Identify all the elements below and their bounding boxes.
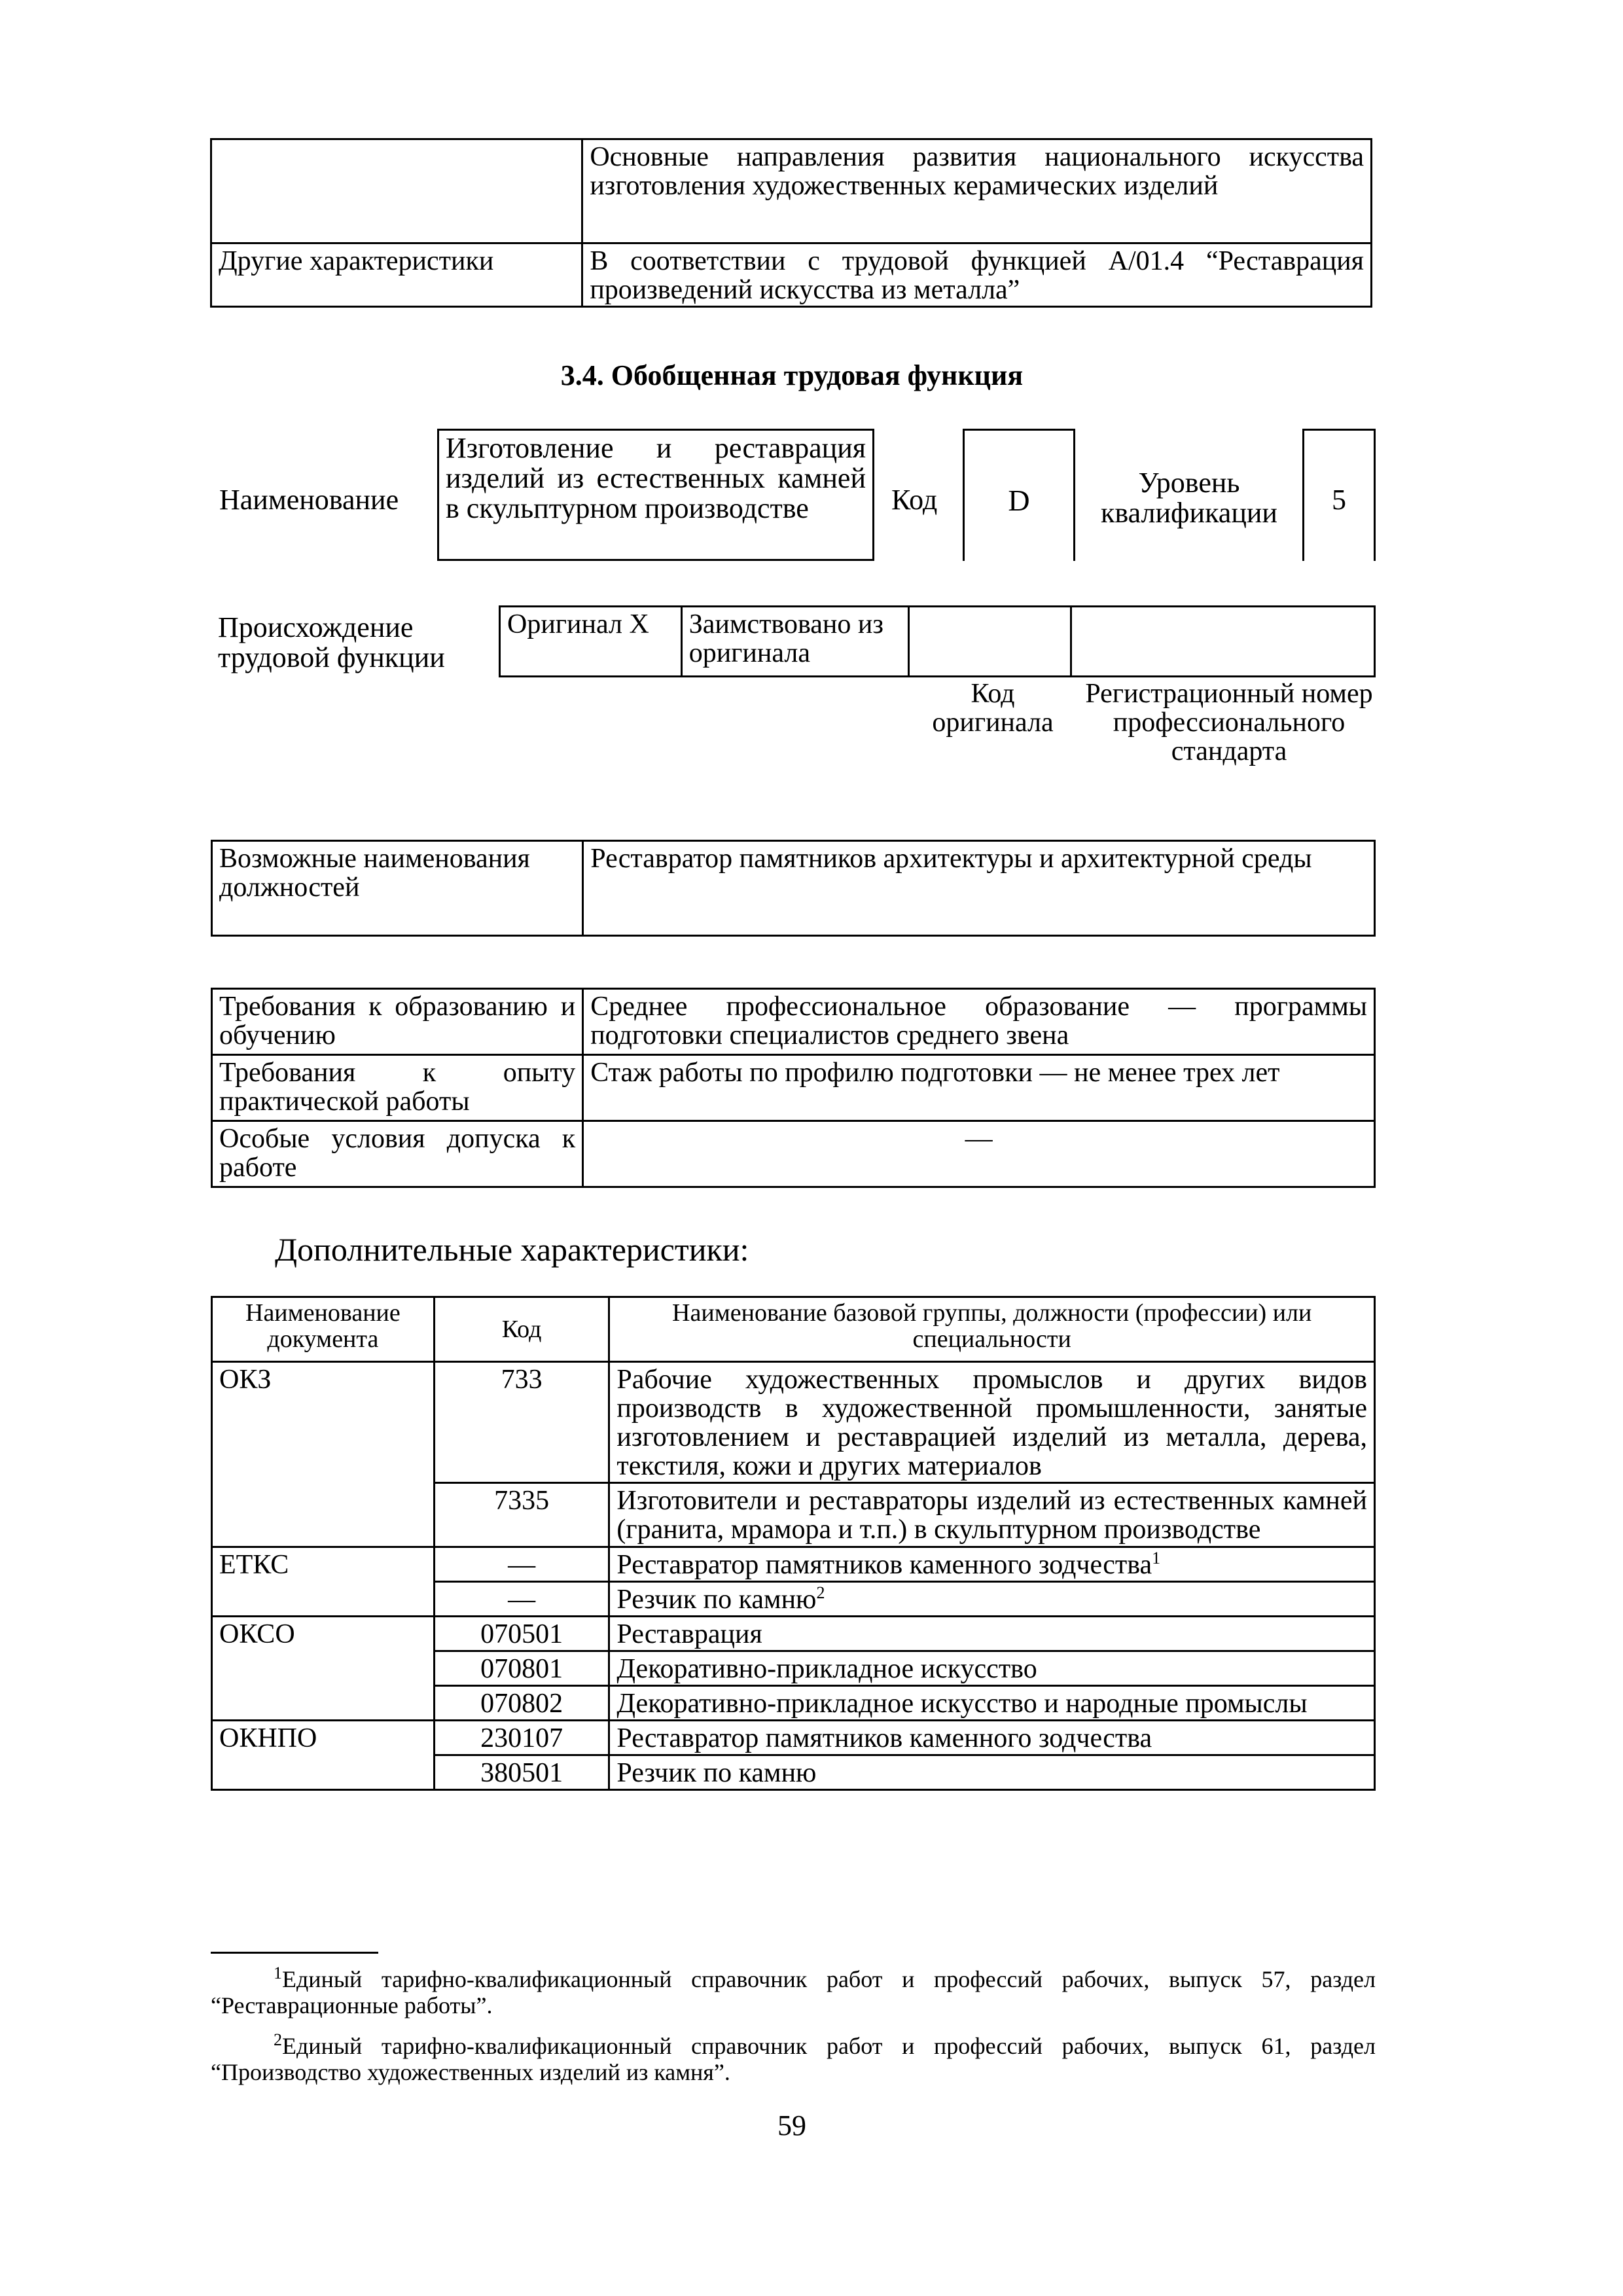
origin-borrowed: Заимствовано из оригинала xyxy=(681,607,909,677)
column-header: Код xyxy=(434,1297,609,1362)
requirements-table xyxy=(211,988,1376,1188)
column-header: Наименование базовой группы, должности (профессии) или специальности xyxy=(609,1297,1375,1362)
name-text: Реставратор памятников каменного зодчества xyxy=(616,1549,1152,1580)
doc-cell: ОКНПО xyxy=(212,1721,435,1790)
table-header-row xyxy=(212,1297,1375,1362)
footnote-text: Единый тарифно-квалификационный справочник работ и профессий рабочих, выпуск 61, раздел “Производство художественных изделий из камня”. xyxy=(211,2033,1376,2085)
footnote-mark: 1 xyxy=(274,1964,282,1982)
requirement-value: — xyxy=(583,1121,1375,1187)
code-cell: 733 xyxy=(434,1362,609,1483)
table-row xyxy=(212,1055,1375,1121)
additional-title: Дополнительные характеристики: xyxy=(275,1231,749,1268)
code-cell: 380501 xyxy=(434,1755,609,1790)
positions-value: Реставратор памятников архитектуры и архитектурной среды xyxy=(583,841,1375,936)
name-cell xyxy=(609,1581,1375,1616)
name-cell: Изготовители и реставраторы изделий из естественных камней (гранита, мрамора и т.п.) в скульптурном производстве xyxy=(609,1483,1375,1547)
doc-cell: ОКЗ xyxy=(212,1362,435,1547)
code-cell: — xyxy=(434,1547,609,1581)
table-row xyxy=(211,243,1372,307)
origin-reg-caption: Регистрационный номер профессионального стандарта xyxy=(1085,679,1373,767)
table-row xyxy=(212,1616,1375,1651)
table-row xyxy=(212,841,1375,936)
table-row xyxy=(212,1721,1375,1755)
table-row xyxy=(212,1121,1375,1187)
name-cell: Декоративно-прикладное искусство и народные промыслы xyxy=(609,1685,1375,1720)
requirement-label: Требования к опыту практической работы xyxy=(212,1055,583,1121)
code-cell: 070801 xyxy=(434,1651,609,1685)
name-cell: Рабочие художественных промыслов и других видов производств в художественной промышленности, занятые изготовлением и реставрацией изделий из металла, дерева, текстиля, кожи и других материалов xyxy=(609,1362,1375,1483)
table-cell: В соответствии с трудовой функцией A/01.4 “Реставрация произведений искусства из металла” xyxy=(582,243,1372,307)
code-label: Код xyxy=(891,484,938,516)
origin-original: Оригинал X xyxy=(500,607,682,677)
additional-table xyxy=(211,1296,1376,1791)
name-label: Наименование xyxy=(219,484,399,516)
page-number: 59 xyxy=(777,2109,806,2142)
footnote-2 xyxy=(211,2030,1376,2085)
doc-cell: ОКСО xyxy=(212,1616,435,1720)
name-value-box xyxy=(437,429,874,561)
code-cell: 070501 xyxy=(434,1616,609,1651)
code-cell: 230107 xyxy=(434,1721,609,1755)
footnote-text: Единый тарифно-квалификационный справочник работ и профессий рабочих, выпуск 57, раздел “Реставрационные работы”. xyxy=(211,1966,1376,2018)
code-cell: 070802 xyxy=(434,1685,609,1720)
table-row xyxy=(212,1547,1375,1581)
top-table xyxy=(210,138,1372,308)
positions-label: Возможные наименования должностей xyxy=(212,841,583,936)
name-text: Резчик по камню xyxy=(616,1584,817,1615)
table-cell: Другие характеристики xyxy=(211,243,582,307)
requirement-label: Особые условия допуска к работе xyxy=(212,1121,583,1187)
origin-table xyxy=(499,605,1376,677)
footnote-separator xyxy=(211,1952,378,1954)
name-cell: Реставратор памятников каменного зодчества xyxy=(609,1721,1375,1755)
name-cell xyxy=(609,1547,1375,1581)
name-cell: Реставрация xyxy=(609,1616,1375,1651)
requirement-label: Требования к образованию и обучению xyxy=(212,989,583,1055)
name-cell: Резчик по камню xyxy=(609,1755,1375,1790)
table-row xyxy=(211,139,1372,243)
name-cell: Декоративно-прикладное искусство xyxy=(609,1651,1375,1685)
footnote-1 xyxy=(211,1964,1376,2018)
requirement-value: Среднее профессиональное образование — программы подготовки специалистов среднего звена xyxy=(583,989,1375,1055)
level-label: Уровень квалификации xyxy=(1101,467,1277,529)
footnote-ref: 1 xyxy=(1152,1548,1161,1568)
origin-code-cell xyxy=(909,607,1071,677)
origin-label: Происхождение трудовой функции xyxy=(218,611,445,674)
requirement-value: Стаж работы по профилю подготовки — не менее трех лет xyxy=(583,1055,1375,1121)
table-row xyxy=(212,1362,1375,1483)
level-value: 5 xyxy=(1332,484,1346,516)
footnote-mark: 2 xyxy=(274,2030,282,2049)
footnote-ref: 2 xyxy=(816,1583,825,1602)
positions-table xyxy=(211,840,1376,937)
table-row xyxy=(212,989,1375,1055)
table-row xyxy=(500,607,1375,677)
section-title: 3.4. Обобщенная трудовая функция xyxy=(560,359,1024,391)
table-cell xyxy=(211,139,582,243)
code-cell: 7335 xyxy=(434,1483,609,1547)
code-value: D xyxy=(1008,484,1030,517)
code-value-box xyxy=(963,429,1075,561)
doc-cell: ЕТКС xyxy=(212,1547,435,1616)
origin-code-caption: Код оригинала xyxy=(932,679,1054,738)
code-cell: — xyxy=(434,1581,609,1616)
origin-reg-cell xyxy=(1071,607,1374,677)
name-value: Изготовление и реставрация изделий из естественных камней в скульптурном производстве xyxy=(446,432,866,525)
table-cell: Основные направления развития национального искусства изготовления художественных керамических изделий xyxy=(582,139,1372,243)
column-header: Наименование документа xyxy=(212,1297,435,1362)
level-value-box xyxy=(1302,429,1376,561)
